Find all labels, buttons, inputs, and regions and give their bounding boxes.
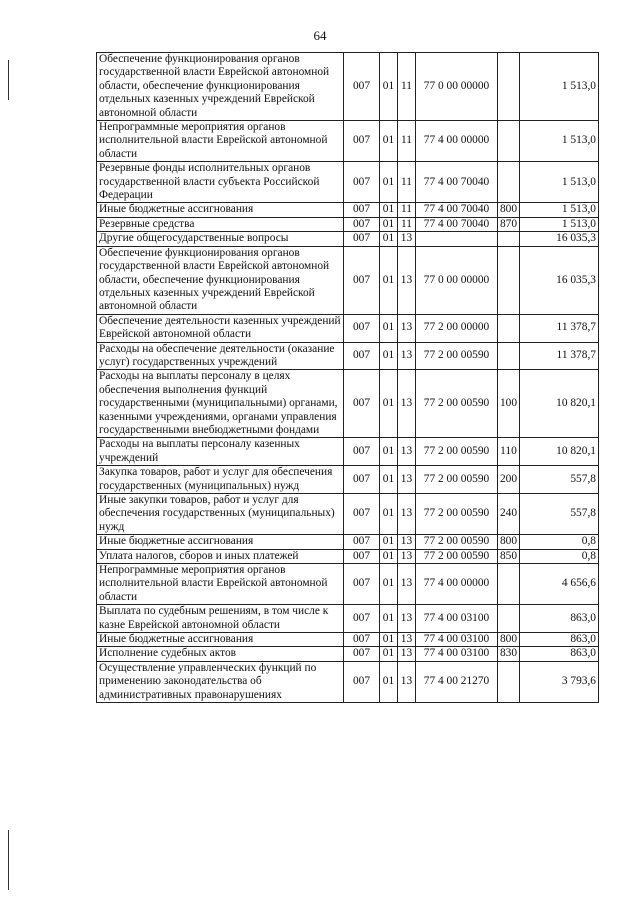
table-row: [97, 314, 599, 342]
row-section-code: 01: [380, 162, 398, 203]
table-row: [97, 438, 599, 466]
row-section-code: 01: [380, 232, 398, 246]
row-amount: 0,8: [520, 535, 599, 549]
row-amount: 16 035,3: [520, 232, 599, 246]
row-subsection-code: 11: [398, 203, 416, 217]
row-ministry-code: 007: [344, 121, 380, 162]
row-section-code: 01: [380, 314, 398, 342]
row-expense-type: [498, 342, 520, 370]
row-amount: 1 513,0: [520, 121, 599, 162]
row-section-code: 01: [380, 549, 398, 563]
row-target-article: 77 4 00 70040: [416, 162, 498, 203]
row-name: Непрограммные мероприятия органов исполнительной власти Еврейской автономной области: [97, 121, 344, 162]
table-row: [97, 232, 599, 246]
row-amount: 863,0: [520, 633, 599, 647]
row-ministry-code: 007: [344, 370, 380, 438]
row-subsection-code: 13: [398, 370, 416, 438]
row-subsection-code: 13: [398, 647, 416, 661]
row-subsection-code: 13: [398, 438, 416, 466]
table-row: [97, 342, 599, 370]
row-ministry-code: 007: [344, 661, 380, 702]
budget-table: [96, 52, 599, 703]
row-expense-type: [498, 661, 520, 702]
row-name: Расходы на выплаты персоналу казенных учреждений: [97, 438, 344, 466]
row-ministry-code: 007: [344, 162, 380, 203]
row-target-article: 77 2 00 00590: [416, 549, 498, 563]
row-ministry-code: 007: [344, 564, 380, 605]
row-expense-type: [498, 53, 520, 121]
row-target-article: 77 2 00 00000: [416, 314, 498, 342]
row-expense-type: 100: [498, 370, 520, 438]
row-expense-type: [498, 605, 520, 633]
row-ministry-code: 007: [344, 53, 380, 121]
row-subsection-code: 11: [398, 217, 416, 231]
row-amount: 557,8: [520, 494, 599, 535]
row-name: Обеспечение функционирования органов государственной власти Еврейской автономной области, обеспечение функционирования отдельных казенных учреждений Еврейской автономной области: [97, 53, 344, 121]
row-expense-type: 850: [498, 549, 520, 563]
row-target-article: 77 4 00 03100: [416, 647, 498, 661]
row-ministry-code: 007: [344, 232, 380, 246]
row-target-article: 77 4 00 00000: [416, 121, 498, 162]
row-section-code: 01: [380, 633, 398, 647]
row-subsection-code: 13: [398, 564, 416, 605]
row-target-article: 77 2 00 00590: [416, 342, 498, 370]
row-amount: 1 513,0: [520, 53, 599, 121]
row-expense-type: [498, 314, 520, 342]
row-name: Расходы на обеспечение деятельности (оказание услуг) государственных учреждений: [97, 342, 344, 370]
row-amount: 4 656,6: [520, 564, 599, 605]
row-section-code: 01: [380, 121, 398, 162]
row-name: Резервные средства: [97, 217, 344, 231]
scan-artifact-top: [8, 60, 9, 100]
row-section-code: 01: [380, 217, 398, 231]
row-target-article: 77 4 00 70040: [416, 217, 498, 231]
row-target-article: [416, 232, 498, 246]
table-row: [97, 605, 599, 633]
row-section-code: 01: [380, 647, 398, 661]
row-expense-type: [498, 232, 520, 246]
row-subsection-code: 11: [398, 162, 416, 203]
row-section-code: 01: [380, 605, 398, 633]
row-expense-type: 110: [498, 438, 520, 466]
row-subsection-code: 11: [398, 121, 416, 162]
table-row: [97, 162, 599, 203]
row-target-article: 77 2 00 00590: [416, 466, 498, 494]
row-name: Выплата по судебным решениям, в том числе к казне Еврейской автономной области: [97, 605, 344, 633]
row-ministry-code: 007: [344, 466, 380, 494]
row-target-article: 77 4 00 03100: [416, 633, 498, 647]
row-name: Иные бюджетные ассигнования: [97, 203, 344, 217]
table-row: [97, 661, 599, 702]
row-ministry-code: 007: [344, 438, 380, 466]
row-target-article: 77 2 00 00590: [416, 438, 498, 466]
table-row: [97, 53, 599, 121]
row-subsection-code: 13: [398, 549, 416, 563]
table-row: [97, 549, 599, 563]
row-subsection-code: 13: [398, 535, 416, 549]
row-target-article: 77 0 00 00000: [416, 246, 498, 314]
row-amount: 16 035,3: [520, 246, 599, 314]
row-section-code: 01: [380, 53, 398, 121]
row-name: Резервные фонды исполнительных органов государственной власти субъекта Российской Федерации: [97, 162, 344, 203]
row-subsection-code: 11: [398, 53, 416, 121]
row-ministry-code: 007: [344, 647, 380, 661]
table-row: [97, 246, 599, 314]
row-target-article: 77 2 00 00590: [416, 535, 498, 549]
row-ministry-code: 007: [344, 314, 380, 342]
row-subsection-code: 13: [398, 232, 416, 246]
table-row: [97, 121, 599, 162]
row-expense-type: 200: [498, 466, 520, 494]
row-expense-type: 800: [498, 535, 520, 549]
table-row: [97, 647, 599, 661]
row-ministry-code: 007: [344, 203, 380, 217]
row-name: Другие общегосударственные вопросы: [97, 232, 344, 246]
table-row: [97, 370, 599, 438]
row-ministry-code: 007: [344, 217, 380, 231]
row-amount: 863,0: [520, 605, 599, 633]
row-section-code: 01: [380, 494, 398, 535]
row-name: Обеспечение деятельности казенных учреждений Еврейской автономной области: [97, 314, 344, 342]
row-expense-type: [498, 246, 520, 314]
row-amount: 1 513,0: [520, 217, 599, 231]
row-target-article: 77 0 00 00000: [416, 53, 498, 121]
row-expense-type: [498, 162, 520, 203]
row-section-code: 01: [380, 370, 398, 438]
row-section-code: 01: [380, 466, 398, 494]
row-target-article: 77 2 00 00590: [416, 494, 498, 535]
table-row: [97, 466, 599, 494]
row-ministry-code: 007: [344, 494, 380, 535]
row-section-code: 01: [380, 535, 398, 549]
row-ministry-code: 007: [344, 549, 380, 563]
row-ministry-code: 007: [344, 342, 380, 370]
row-target-article: 77 4 00 21270: [416, 661, 498, 702]
row-subsection-code: 13: [398, 246, 416, 314]
scan-artifact-bottom: [8, 830, 9, 890]
row-section-code: 01: [380, 564, 398, 605]
row-expense-type: [498, 564, 520, 605]
row-amount: 863,0: [520, 647, 599, 661]
row-ministry-code: 007: [344, 605, 380, 633]
row-expense-type: 800: [498, 633, 520, 647]
row-expense-type: [498, 121, 520, 162]
row-ministry-code: 007: [344, 535, 380, 549]
row-amount: 1 513,0: [520, 203, 599, 217]
row-subsection-code: 13: [398, 661, 416, 702]
row-section-code: 01: [380, 203, 398, 217]
row-section-code: 01: [380, 246, 398, 314]
row-name: Расходы на выплаты персоналу в целях обеспечения выполнения функций государственными (муниципальными) органами, казенными учреждениями, органами управления государственными внебюджетными фондами: [97, 370, 344, 438]
row-name: Уплата налогов, сборов и иных платежей: [97, 549, 344, 563]
row-amount: 11 378,7: [520, 314, 599, 342]
table-row: [97, 217, 599, 231]
row-name: Осуществление управленческих функций по применению законодательства об административных правонарушениях: [97, 661, 344, 702]
table-row: [97, 203, 599, 217]
row-expense-type: 800: [498, 203, 520, 217]
row-ministry-code: 007: [344, 246, 380, 314]
row-name: Закупка товаров, работ и услуг для обеспечения государственных (муниципальных) нужд: [97, 466, 344, 494]
row-subsection-code: 13: [398, 494, 416, 535]
row-target-article: 77 4 00 03100: [416, 605, 498, 633]
page-number: 64: [313, 28, 327, 43]
row-subsection-code: 13: [398, 342, 416, 370]
row-amount: 557,8: [520, 466, 599, 494]
row-name: Иные бюджетные ассигнования: [97, 535, 344, 549]
row-expense-type: 240: [498, 494, 520, 535]
row-section-code: 01: [380, 342, 398, 370]
row-name: Иные закупки товаров, работ и услуг для обеспечения государственных (муниципальных) нужд: [97, 494, 344, 535]
row-amount: 1 513,0: [520, 162, 599, 203]
row-target-article: 77 4 00 70040: [416, 203, 498, 217]
table-row: [97, 535, 599, 549]
table-row: [97, 564, 599, 605]
row-name: Обеспечение функционирования органов государственной власти Еврейской автономной области, обеспечение функционирования отдельных казенных учреждений Еврейской автономной области: [97, 246, 344, 314]
row-subsection-code: 13: [398, 466, 416, 494]
table-body: [97, 53, 599, 703]
row-target-article: 77 2 00 00590: [416, 370, 498, 438]
table-row: [97, 633, 599, 647]
row-amount: 10 820,1: [520, 370, 599, 438]
row-amount: 10 820,1: [520, 438, 599, 466]
row-name: Иные бюджетные ассигнования: [97, 633, 344, 647]
row-section-code: 01: [380, 438, 398, 466]
row-ministry-code: 007: [344, 633, 380, 647]
row-subsection-code: 13: [398, 605, 416, 633]
row-name: Непрограммные мероприятия органов исполнительной власти Еврейской автономной области: [97, 564, 344, 605]
row-amount: 0,8: [520, 549, 599, 563]
row-expense-type: 830: [498, 647, 520, 661]
row-subsection-code: 13: [398, 633, 416, 647]
row-target-article: 77 4 00 00000: [416, 564, 498, 605]
row-amount: 3 793,6: [520, 661, 599, 702]
row-subsection-code: 13: [398, 314, 416, 342]
table-row: [97, 494, 599, 535]
row-amount: 11 378,7: [520, 342, 599, 370]
row-expense-type: 870: [498, 217, 520, 231]
row-section-code: 01: [380, 661, 398, 702]
row-name: Исполнение судебных актов: [97, 647, 344, 661]
